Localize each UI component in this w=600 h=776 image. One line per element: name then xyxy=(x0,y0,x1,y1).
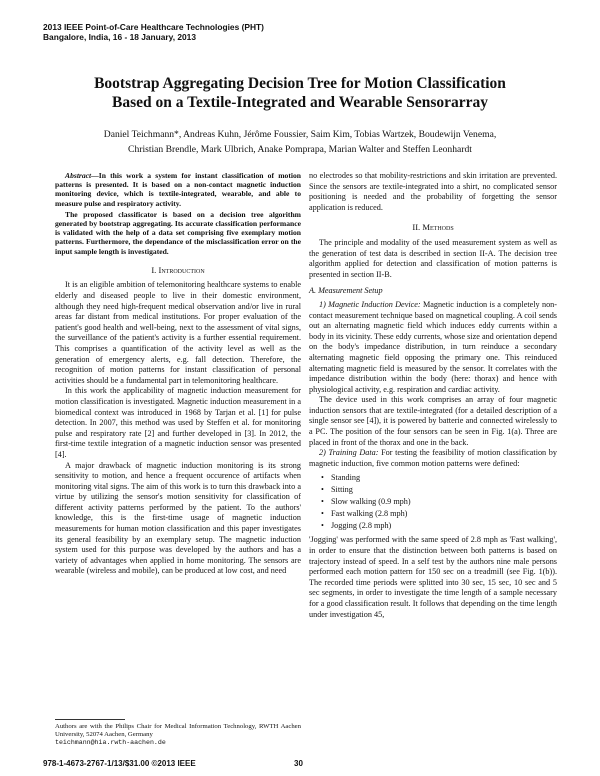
isbn-footer: 978-1-4673-2767-1/13/$31.00 ©2013 IEEE xyxy=(43,759,196,768)
conference-location: Bangalore, India, 16 - 18 January, 2013 xyxy=(43,32,196,42)
authors-line-1: Daniel Teichmann*, Andreas Kuhn, Jérôme Foussier, Saim Kim, Tobias Wartzek, Boudewijn Venema, xyxy=(103,129,497,140)
abstract xyxy=(55,171,301,256)
author-list xyxy=(60,127,540,157)
conference-name: 2013 IEEE Point-of-Care Healthcare Technologies (PHT) xyxy=(43,22,264,32)
footnote-text: Authors are with the Philips Chair for Medical Information Technology, RWTH Aachen University, 52074 Aachen, Germany xyxy=(55,723,301,738)
section-heading-methods: II. Methods xyxy=(412,222,454,233)
list-item: • Fast walking (2.8 mph) xyxy=(331,508,557,520)
title-line-1: Bootstrap Aggregating Decision Tree for Motion Classification xyxy=(94,75,506,92)
intro-paragraph-3: A major drawback of magnetic induction monitoring is its strong sensitivity to motion, and hence a frequent occurence of artifacts when monitoring vital signs. The aim of this work is to turn this drawback into a virtue by utilizing the sensor's motion sensitivity for classification of different activity patterns performed by the patient. To the authors' knowledge, this is the first-time usage of magnetic induction measurements for human motion classification and this paper investigates its general feasibility by an exemplary setup. The magnetic induction system used for this purpose was developed by the authors and has a variety of advantages when applied in home monitoring. The sensors are wearable (wireless and mobile), can be produced at low cost, and need xyxy=(55,460,301,576)
subsection-heading-measurement-setup: A. Measurement Setup xyxy=(309,286,383,296)
list-item: • Jogging (2.8 mph) xyxy=(331,520,557,532)
magnetic-induction-text: Magnetic induction is a completely non-contact measurement technique based on magnetical coupling. A coil sends out an alternating magnetic field which induces eddy currents within a body in its vicinity. These eddy currents, whose size and orientation depend on the body's impedance distribution, in turn reinduce a secondary alternating magnetic field opposing the primary one. This reinduced alternating magnetic field is measured by the sensor. It correlates with the impedance distribution within the body (here: thorax) and hence with physiological activity, e.g. respiration and cardiac activity. xyxy=(309,299,557,394)
title-line-2: Based on a Textile-Integrated and Wearable Sensorarray xyxy=(111,94,489,111)
training-data-text: For testing the feasibility of motion classification by magnetic induction, five common motion patterns were defined: xyxy=(309,448,557,468)
abstract-paragraph-2: The proposed classificator is based on a decision tree algorithm generated by bootstrap aggregating. Its accurate classification performance is validated with the help of a data set comprising five exemplary motion patterns. Furthermore, the dependance of the misclassification error on the input sample length is investigated. xyxy=(55,209,301,256)
list-item: • Slow walking (0.9 mph) xyxy=(331,496,557,508)
methods-paragraph-1: The principle and modality of the used measurement system as well as the generation of test data is described in section II-A. The decision tree algorithm applied for detection and classification of motion patterns is presented in section II-B. xyxy=(309,237,557,279)
device-paragraph: The device used in this work comprises an array of four magnetic induction sensors that are textile-integrated (for a detailed description of a single sensor see [4]), it is powered by batterie and connected wirelessly to a PC. The position of the four sensors can be seen in Fig. 1(a). Three are placed in front of the thorax and one in the back. xyxy=(309,395,557,447)
jogging-paragraph: 'Jogging' was performed with the same speed of 2.8 mph as 'Fast walking', in order to ensure that the distinction between both patterns is based on trajectory instead of speed. In a self test by the authors nine male persons performed each motion pattern for 150 sec on a treadmill (see Fig. 1(b)). The recorded time periods were splitted into 30 sec, 15 sec, 10 sec and 5 sec segments, in order to investigate the time length of a sample necessary for a good classification result. It follows that depending on the time length under investigation 45, xyxy=(309,535,557,619)
paper-title xyxy=(60,74,540,112)
author-footnote xyxy=(55,723,301,747)
list-item: • Sitting xyxy=(331,484,557,496)
intro-paragraph-1: It is an eligible ambition of telemonitoring healthcare systems to enable elderly and diseased people to live in their domestic environment, although they need high-frequent medical observation and/or live in rural areas far distant from medical institutions. For proper evaluation of the patient's good health and well-being, next to the assessment of vital signs, the surveillance of the patient's activity is a further essential requirement. This comprises a quantification of the activity level as well as the generation of emergency alerts, e.g. fall detection. Therefore, the recognition of motion patterns for instant classification of personal activities should be a fundamental part in telemonitoring healthcare. xyxy=(55,280,301,385)
footnote-email[interactable]: teichmann@hia.rwth-aachen.de xyxy=(55,739,166,746)
page-number: 30 xyxy=(294,759,303,768)
list-item: • Standing xyxy=(331,472,557,484)
abstract-label: Abstract xyxy=(65,171,92,180)
training-data-paragraph xyxy=(309,448,557,469)
left-column xyxy=(55,171,301,577)
training-data-label: 2) Training Data: xyxy=(319,448,379,458)
magnetic-induction-paragraph xyxy=(309,300,557,395)
section-heading-introduction: I. Introduction xyxy=(151,264,205,275)
intro-paragraph-2: In this work the applicability of magnetic induction measurement for motion classification is investigated. Magnetic induction measurement in a biomedical context was introduced in 1968 by Tarjan et al. [1] for pulse detection. In 2007, this method was used by Steffen et al. for monitoring pulse and respiratory rate [2] and further developed in [3]. In 2012, the first-time textile integration of a magnetic induction sensor was presented [4]. xyxy=(55,386,301,459)
motion-pattern-list xyxy=(309,472,557,532)
conference-header xyxy=(43,22,264,42)
abstract-paragraph-1 xyxy=(55,171,301,208)
magnetic-induction-label: 1) Magnetic Induction Device: xyxy=(319,299,421,309)
abstract-text-1: —In this work a system for instant classification of motion patterns is presented. It is based on a non-contact magnetic induction monitoring device, which is textile-integrated, wearable, and able to measure pulse and respiratory activity. xyxy=(55,171,301,208)
authors-line-2: Christian Brendle, Mark Ulbrich, Anake Pomprapa, Marian Walter and Steffen Leonhardt xyxy=(128,144,472,155)
intro-paragraph-3-continued: no electrodes so that mobility-restrictions and skin irritation are prevented. Since the sensors are textile-integrated into a shirt, no complicated sensor positioning is needed and the probability of forgetting the sensor application is reduced. xyxy=(309,171,557,212)
right-column xyxy=(309,171,557,620)
